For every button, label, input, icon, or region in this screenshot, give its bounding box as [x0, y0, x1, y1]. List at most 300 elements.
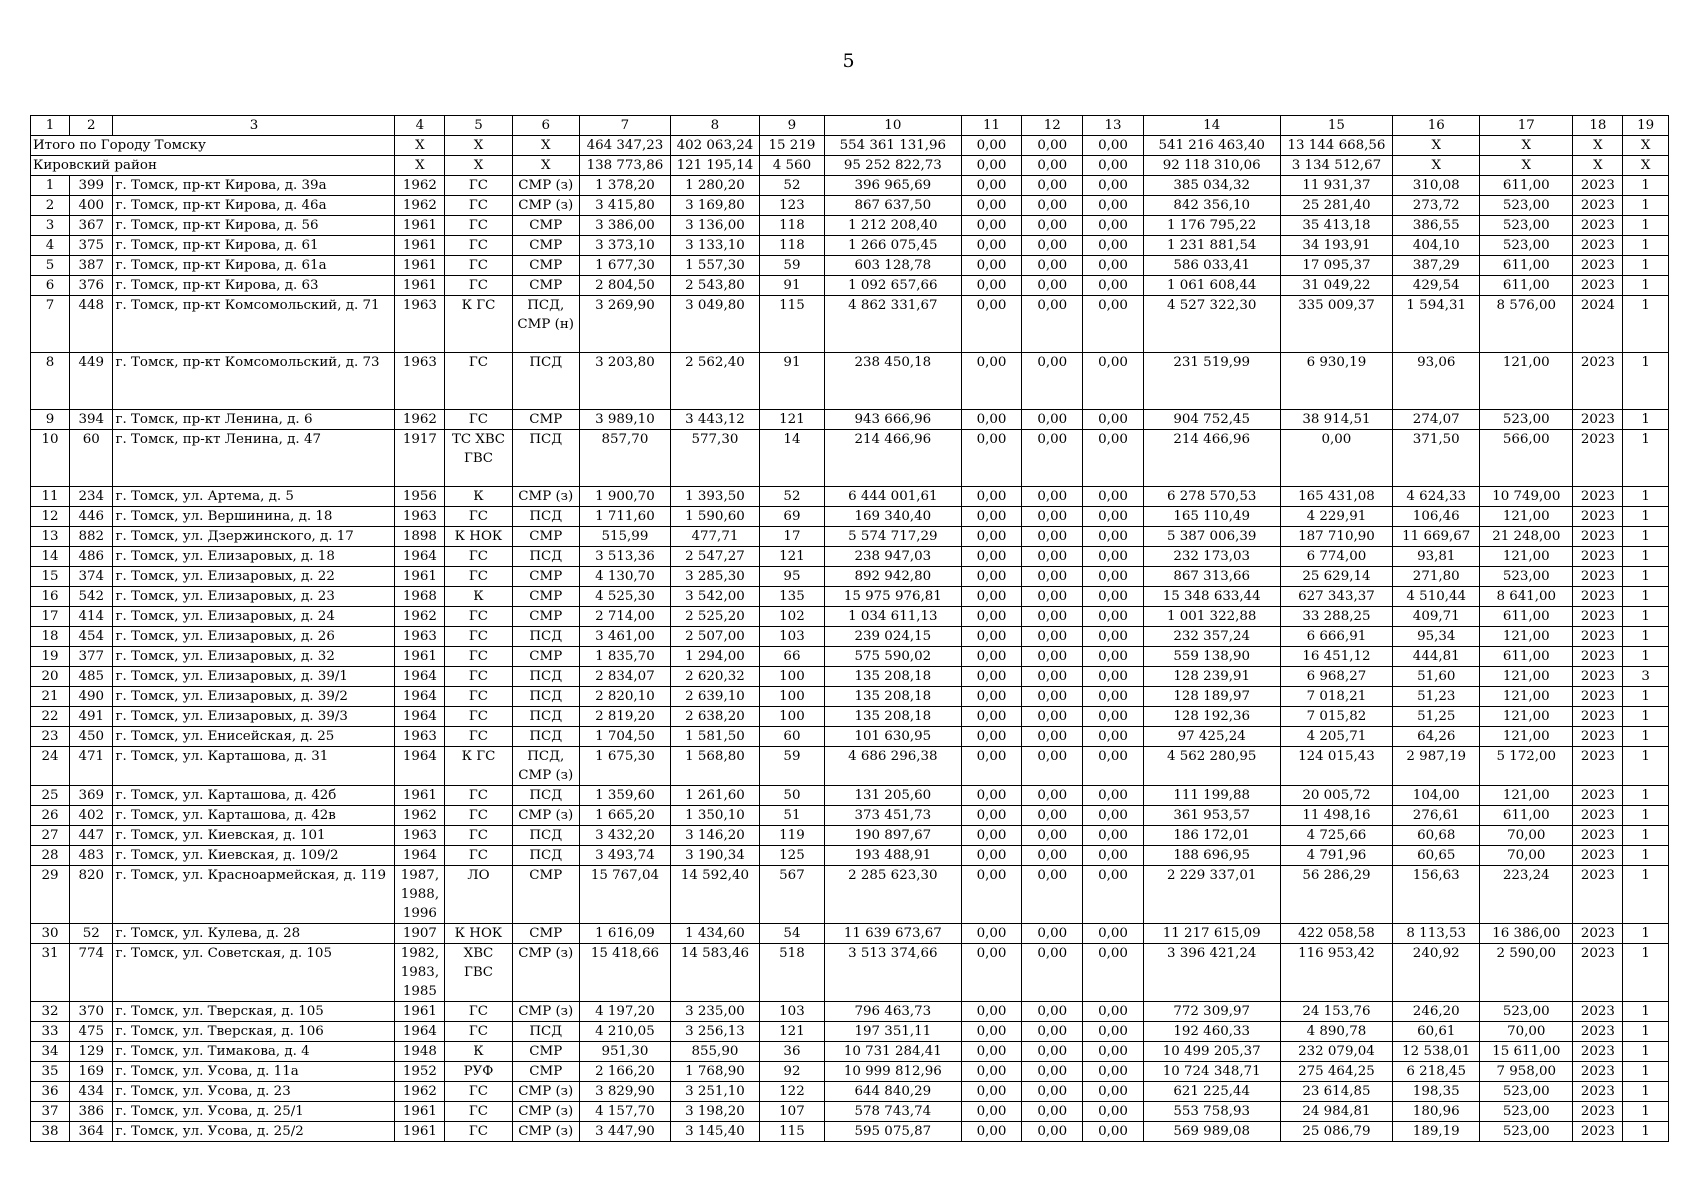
table-cell: 1963	[395, 826, 445, 846]
table-cell: ПСД, СМР (з)	[512, 747, 579, 786]
table-cell: 0,00	[1022, 216, 1083, 236]
table-row	[31, 727, 1669, 747]
table-cell: 0,00	[1083, 1062, 1144, 1082]
table-cell: 2023	[1573, 276, 1623, 296]
table-cell: 23 614,85	[1280, 1082, 1393, 1102]
table-cell: 2023	[1573, 806, 1623, 826]
table-cell: 131 205,60	[824, 786, 961, 806]
table-cell: СМР	[512, 1042, 579, 1062]
total-cell: X	[1623, 156, 1669, 176]
table-row	[31, 176, 1669, 196]
table-cell: 611,00	[1480, 647, 1573, 667]
table-cell: 0,00	[961, 687, 1022, 707]
table-cell: 0,00	[961, 1102, 1022, 1122]
table-cell: 1968	[395, 587, 445, 607]
table-cell: 4 197,20	[579, 1002, 670, 1022]
table-cell: 4 624,33	[1393, 487, 1480, 507]
table-cell: 1 212 208,40	[824, 216, 961, 236]
table-cell: 2 820,10	[579, 687, 670, 707]
table-cell: 1 616,09	[579, 924, 670, 944]
table-cell: 0,00	[1022, 846, 1083, 866]
table-cell: 32	[31, 1002, 70, 1022]
table-cell: К НОК	[445, 527, 512, 547]
table-cell: 4 725,66	[1280, 826, 1393, 846]
table-cell: СМР (з)	[512, 1002, 579, 1022]
table-cell: 91	[759, 353, 824, 410]
table-row	[31, 1002, 1669, 1022]
table-cell: г. Томск, ул. Киевская, д. 109/2	[113, 846, 395, 866]
table-cell: 0,00	[961, 256, 1022, 276]
table-cell: 0,00	[1022, 806, 1083, 826]
table-cell: 486	[70, 547, 113, 567]
table-cell: 943 666,96	[824, 410, 961, 430]
table-cell: ГС	[445, 1022, 512, 1042]
table-cell: 1	[1623, 1122, 1669, 1142]
table-cell: К ГС	[445, 747, 512, 786]
table-cell: 627 343,37	[1280, 587, 1393, 607]
table-cell: 12 538,01	[1393, 1042, 1480, 1062]
table-cell: г. Томск, ул. Елизаровых, д. 18	[113, 547, 395, 567]
table-cell: 0,00	[1022, 607, 1083, 627]
table-cell: 1 061 608,44	[1143, 276, 1280, 296]
table-cell: 169 340,40	[824, 507, 961, 527]
table-cell: СМР	[512, 410, 579, 430]
table-cell: 3 432,20	[579, 826, 670, 846]
table-cell: 15 611,00	[1480, 1042, 1573, 1062]
table-cell: ГС	[445, 707, 512, 727]
table-cell: 6	[31, 276, 70, 296]
table-cell: 33 288,25	[1280, 607, 1393, 627]
table-cell: 1	[1623, 567, 1669, 587]
total-cell: X	[1573, 156, 1623, 176]
table-cell: г. Томск, ул. Елизаровых, д. 39/3	[113, 707, 395, 727]
total-cell: X	[445, 136, 512, 156]
table-cell: 523,00	[1480, 1082, 1573, 1102]
table-cell: 198,35	[1393, 1082, 1480, 1102]
table-cell: г. Томск, ул. Карташова, д. 42б	[113, 786, 395, 806]
table-cell: 1961	[395, 1122, 445, 1142]
table-cell: СМР (з)	[512, 1122, 579, 1142]
table-cell: г. Томск, ул. Тверская, д. 106	[113, 1022, 395, 1042]
table-cell: 0,00	[1083, 747, 1144, 786]
table-cell: 0,00	[1083, 196, 1144, 216]
table-cell: 644 840,29	[824, 1082, 961, 1102]
column-number: 12	[1022, 116, 1083, 136]
table-cell: г. Томск, ул. Елизаровых, д. 22	[113, 567, 395, 587]
table-cell: 1 092 657,66	[824, 276, 961, 296]
table-cell: 95,34	[1393, 627, 1480, 647]
table-cell: 1 294,00	[670, 647, 759, 667]
table-cell: 6 774,00	[1280, 547, 1393, 567]
table-cell: К ГС	[445, 296, 512, 353]
table-cell: 1 590,60	[670, 507, 759, 527]
total-label: Итого по Городу Томску	[31, 136, 395, 156]
table-cell: 371,50	[1393, 430, 1480, 487]
table-cell: 2023	[1573, 866, 1623, 924]
table-cell: 857,70	[579, 430, 670, 487]
table-cell: К	[445, 487, 512, 507]
table-cell: 2 987,19	[1393, 747, 1480, 786]
table-cell: К НОК	[445, 924, 512, 944]
table-row	[31, 707, 1669, 727]
table-cell: 0,00	[961, 276, 1022, 296]
table-row	[31, 196, 1669, 216]
table-cell: 0,00	[961, 1062, 1022, 1082]
table-cell: 553 758,93	[1143, 1102, 1280, 1122]
table-cell: 11 931,37	[1280, 176, 1393, 196]
table-cell: 0,00	[1083, 276, 1144, 296]
table-row	[31, 806, 1669, 826]
table-cell: 2 562,40	[670, 353, 759, 410]
table-cell: 2 804,50	[579, 276, 670, 296]
table-cell: 0,00	[1083, 507, 1144, 527]
table-cell: 156,63	[1393, 866, 1480, 924]
table-cell: 1	[1623, 296, 1669, 353]
table-cell: ПСД	[512, 727, 579, 747]
table-cell: 4 525,30	[579, 587, 670, 607]
table-cell: 95	[759, 567, 824, 587]
table-cell: 1964	[395, 846, 445, 866]
table-cell: 187 710,90	[1280, 527, 1393, 547]
column-number: 4	[395, 116, 445, 136]
table-cell: 399	[70, 176, 113, 196]
table-cell: 12	[31, 507, 70, 527]
table-cell: 1 675,30	[579, 747, 670, 786]
table-cell: 0,00	[1083, 627, 1144, 647]
table-cell: 214 466,96	[824, 430, 961, 487]
table-cell: 855,90	[670, 1042, 759, 1062]
table-cell: 10 499 205,37	[1143, 1042, 1280, 1062]
table-cell: 4 791,96	[1280, 846, 1393, 866]
table-cell: 121	[759, 1022, 824, 1042]
column-number: 9	[759, 116, 824, 136]
table-cell: 400	[70, 196, 113, 216]
table-cell: 118	[759, 216, 824, 236]
table-cell: 477,71	[670, 527, 759, 547]
table-cell: 3 542,00	[670, 587, 759, 607]
table-cell: 0,00	[1022, 707, 1083, 727]
table-cell: 4 210,05	[579, 1022, 670, 1042]
table-cell: 223,24	[1480, 866, 1573, 924]
table-cell: 273,72	[1393, 196, 1480, 216]
table-cell: г. Томск, пр-кт Кирова, д. 39а	[113, 176, 395, 196]
table-cell: 409,71	[1393, 607, 1480, 627]
table-cell: 188 696,95	[1143, 846, 1280, 866]
table-cell: 7 018,21	[1280, 687, 1393, 707]
table-cell: 1	[1623, 410, 1669, 430]
table-cell: 0,00	[961, 567, 1022, 587]
table-row	[31, 507, 1669, 527]
table-cell: г. Томск, ул. Дзержинского, д. 17	[113, 527, 395, 547]
table-cell: ЛО	[445, 866, 512, 924]
table-cell: 0,00	[961, 547, 1022, 567]
table-cell: 1 568,80	[670, 747, 759, 786]
table-cell: 125	[759, 846, 824, 866]
table-cell: 2023	[1573, 1042, 1623, 1062]
table-cell: 2023	[1573, 567, 1623, 587]
total-label: Кировский район	[31, 156, 395, 176]
table-cell: 0,00	[1022, 176, 1083, 196]
column-number: 16	[1393, 116, 1480, 136]
table-cell: 1 557,30	[670, 256, 759, 276]
table-cell: 15	[31, 567, 70, 587]
table-cell: 31 049,22	[1280, 276, 1393, 296]
table-cell: 1	[1623, 236, 1669, 256]
table-cell: г. Томск, ул. Красноармейская, д. 119	[113, 866, 395, 924]
table-row	[31, 527, 1669, 547]
table-cell: г. Томск, пр-кт Кирова, д. 61а	[113, 256, 395, 276]
table-cell: 1 266 075,45	[824, 236, 961, 256]
table-cell: 1 677,30	[579, 256, 670, 276]
table-cell: 4 686 296,38	[824, 747, 961, 786]
table-cell: ГС	[445, 687, 512, 707]
table-cell: 2023	[1573, 647, 1623, 667]
table-cell: 25 281,40	[1280, 196, 1393, 216]
table-cell: 14 583,46	[670, 944, 759, 1002]
table-cell: 3 989,10	[579, 410, 670, 430]
table-cell: 402	[70, 806, 113, 826]
table-cell: 1963	[395, 727, 445, 747]
table-cell: 387	[70, 256, 113, 276]
table-cell: 1962	[395, 1082, 445, 1102]
table-cell: 595 075,87	[824, 1122, 961, 1142]
table-cell: 0,00	[1083, 607, 1144, 627]
table-cell: 447	[70, 826, 113, 846]
table-cell: 1962	[395, 176, 445, 196]
table-cell: 52	[759, 176, 824, 196]
table-row	[31, 607, 1669, 627]
total-cell: 402 063,24	[670, 136, 759, 156]
table-cell: 361 953,57	[1143, 806, 1280, 826]
table-cell: 1948	[395, 1042, 445, 1062]
table-cell: 611,00	[1480, 806, 1573, 826]
table-cell: 1 434,60	[670, 924, 759, 944]
table-cell: 0,00	[961, 846, 1022, 866]
table-cell: 1	[1623, 1042, 1669, 1062]
table-cell: 35 413,18	[1280, 216, 1393, 236]
table-cell: 611,00	[1480, 176, 1573, 196]
table-cell: 239 024,15	[824, 627, 961, 647]
table-cell: 5 172,00	[1480, 747, 1573, 786]
table-cell: 115	[759, 1122, 824, 1142]
table-cell: ГС	[445, 507, 512, 527]
table-cell: 54	[759, 924, 824, 944]
table-cell: 2023	[1573, 727, 1623, 747]
table-cell: 231 519,99	[1143, 353, 1280, 410]
table-cell: 449	[70, 353, 113, 410]
column-number: 13	[1083, 116, 1144, 136]
table-cell: 135 208,18	[824, 667, 961, 687]
table-cell: 276,61	[1393, 806, 1480, 826]
total-cell: X	[1623, 136, 1669, 156]
table-cell: 17	[31, 607, 70, 627]
table-cell: 1956	[395, 487, 445, 507]
page-number: 5	[842, 50, 855, 72]
table-cell: 2	[31, 196, 70, 216]
table-cell: 2023	[1573, 430, 1623, 487]
table-cell: ПСД	[512, 547, 579, 567]
table-cell: 567	[759, 866, 824, 924]
table-cell: 1952	[395, 1062, 445, 1082]
table-cell: 1 393,50	[670, 487, 759, 507]
table-cell: 2023	[1573, 607, 1623, 627]
table-cell: 16 386,00	[1480, 924, 1573, 944]
table-cell: 17	[759, 527, 824, 547]
table-cell: 0,00	[961, 587, 1022, 607]
table-cell: 485	[70, 667, 113, 687]
table-cell: 4 205,71	[1280, 727, 1393, 747]
table-cell: ГС	[445, 196, 512, 216]
table-cell: 377	[70, 647, 113, 667]
table-cell: 1987, 1988, 1996	[395, 866, 445, 924]
table-cell: 3 251,10	[670, 1082, 759, 1102]
table-row	[31, 296, 1669, 353]
table-cell: 20 005,72	[1280, 786, 1393, 806]
table-cell: 2 507,00	[670, 627, 759, 647]
table-cell: 373 451,73	[824, 806, 961, 826]
table-cell: 1	[1623, 826, 1669, 846]
table-cell: ГС	[445, 256, 512, 276]
table-cell: 128 192,36	[1143, 707, 1280, 727]
table-row	[31, 353, 1669, 410]
table-cell: 1961	[395, 1102, 445, 1122]
table-cell: г. Томск, ул. Тимакова, д. 4	[113, 1042, 395, 1062]
table-cell: 123	[759, 196, 824, 216]
table-cell: 66	[759, 647, 824, 667]
table-cell: 25	[31, 786, 70, 806]
table-cell: ГС	[445, 647, 512, 667]
total-cell: 0,00	[1083, 136, 1144, 156]
table-cell: 97 425,24	[1143, 727, 1280, 747]
table-cell: 2023	[1573, 527, 1623, 547]
table-cell: 10	[31, 430, 70, 487]
table-cell: 1917	[395, 430, 445, 487]
table-cell: 1	[1623, 276, 1669, 296]
table-cell: 1	[1623, 176, 1669, 196]
table-cell: 3 169,80	[670, 196, 759, 216]
table-cell: 192 460,33	[1143, 1022, 1280, 1042]
table-row	[31, 826, 1669, 846]
table-cell: ГС	[445, 236, 512, 256]
table-cell: 60,61	[1393, 1022, 1480, 1042]
table-cell: 1 704,50	[579, 727, 670, 747]
table-cell: 0,00	[1083, 176, 1144, 196]
column-number: 7	[579, 116, 670, 136]
table-cell: 867 313,66	[1143, 567, 1280, 587]
table-cell: ГС	[445, 727, 512, 747]
table-cell: 0,00	[961, 410, 1022, 430]
table-cell: 0,00	[1022, 353, 1083, 410]
table-cell: 24 153,76	[1280, 1002, 1393, 1022]
table-cell: 1	[1623, 924, 1669, 944]
table-cell: 2023	[1573, 587, 1623, 607]
column-numbers-row	[31, 116, 1669, 136]
table-cell: 2023	[1573, 196, 1623, 216]
table-row	[31, 1102, 1669, 1122]
table-cell: г. Томск, ул. Карташова, д. 31	[113, 747, 395, 786]
table-cell: 2024	[1573, 296, 1623, 353]
table-cell: 1961	[395, 236, 445, 256]
table-cell: 3 235,00	[670, 1002, 759, 1022]
table-cell: 3 146,20	[670, 826, 759, 846]
table-cell: 471	[70, 747, 113, 786]
table-cell: 0,00	[961, 1082, 1022, 1102]
table-cell: 70,00	[1480, 1022, 1573, 1042]
table-cell: 434	[70, 1082, 113, 1102]
table-cell: 0,00	[1083, 1022, 1144, 1042]
table-cell: 2 285 623,30	[824, 866, 961, 924]
table-cell: ПСД	[512, 826, 579, 846]
table-cell: 9	[31, 410, 70, 430]
table-cell: г. Томск, пр-кт Кирова, д. 56	[113, 216, 395, 236]
table-cell: 0,00	[961, 627, 1022, 647]
table-cell: г. Томск, ул. Елизаровых, д. 39/2	[113, 687, 395, 707]
table-cell: 1961	[395, 567, 445, 587]
table-cell: 1961	[395, 1002, 445, 1022]
table-cell: 51,25	[1393, 707, 1480, 727]
total-cell: 464 347,23	[579, 136, 670, 156]
table-cell: ГС	[445, 1002, 512, 1022]
table-cell: 3 386,00	[579, 216, 670, 236]
table-cell: 1	[1623, 353, 1669, 410]
table-cell: СМР (з)	[512, 1082, 579, 1102]
table-cell: 0,00	[961, 296, 1022, 353]
table-cell: 0,00	[1022, 567, 1083, 587]
table-cell: 1961	[395, 276, 445, 296]
table-cell: 15 348 633,44	[1143, 587, 1280, 607]
table-cell: 51,23	[1393, 687, 1480, 707]
table-cell: 1963	[395, 353, 445, 410]
table-cell: 24	[31, 747, 70, 786]
table-cell: 115	[759, 296, 824, 353]
table-cell: 36	[759, 1042, 824, 1062]
table-cell: 0,00	[1022, 924, 1083, 944]
table-row	[31, 924, 1669, 944]
table-cell: 1964	[395, 547, 445, 567]
table-cell: 0,00	[1022, 627, 1083, 647]
column-number: 2	[70, 116, 113, 136]
table-cell: 450	[70, 727, 113, 747]
table-cell: 772 309,97	[1143, 1002, 1280, 1022]
table-cell: 10 731 284,41	[824, 1042, 961, 1062]
table-cell: 29	[31, 866, 70, 924]
table-cell: СМР	[512, 567, 579, 587]
table-cell: 27	[31, 826, 70, 846]
table-cell: 0,00	[1083, 826, 1144, 846]
table-cell: 1962	[395, 806, 445, 826]
table-cell: 0,00	[1083, 1002, 1144, 1022]
table-cell: 0,00	[961, 1022, 1022, 1042]
table-cell: 38	[31, 1122, 70, 1142]
table-cell: 2 525,20	[670, 607, 759, 627]
table-cell: 0,00	[961, 196, 1022, 216]
table-cell: 0,00	[961, 607, 1022, 627]
table-cell: 0,00	[1083, 786, 1144, 806]
table-cell: 2023	[1573, 1102, 1623, 1122]
table-cell: 121,00	[1480, 667, 1573, 687]
table-cell: 0,00	[1022, 527, 1083, 547]
table-cell: 374	[70, 567, 113, 587]
table-cell: 30	[31, 924, 70, 944]
table-cell: 1963	[395, 507, 445, 527]
table-cell: 121,00	[1480, 727, 1573, 747]
table-cell: СМР	[512, 924, 579, 944]
table-cell: 0,00	[961, 786, 1022, 806]
table-cell: 367	[70, 216, 113, 236]
table-cell: 951,30	[579, 1042, 670, 1062]
table-cell: 0,00	[1083, 647, 1144, 667]
table-cell: 523,00	[1480, 236, 1573, 256]
